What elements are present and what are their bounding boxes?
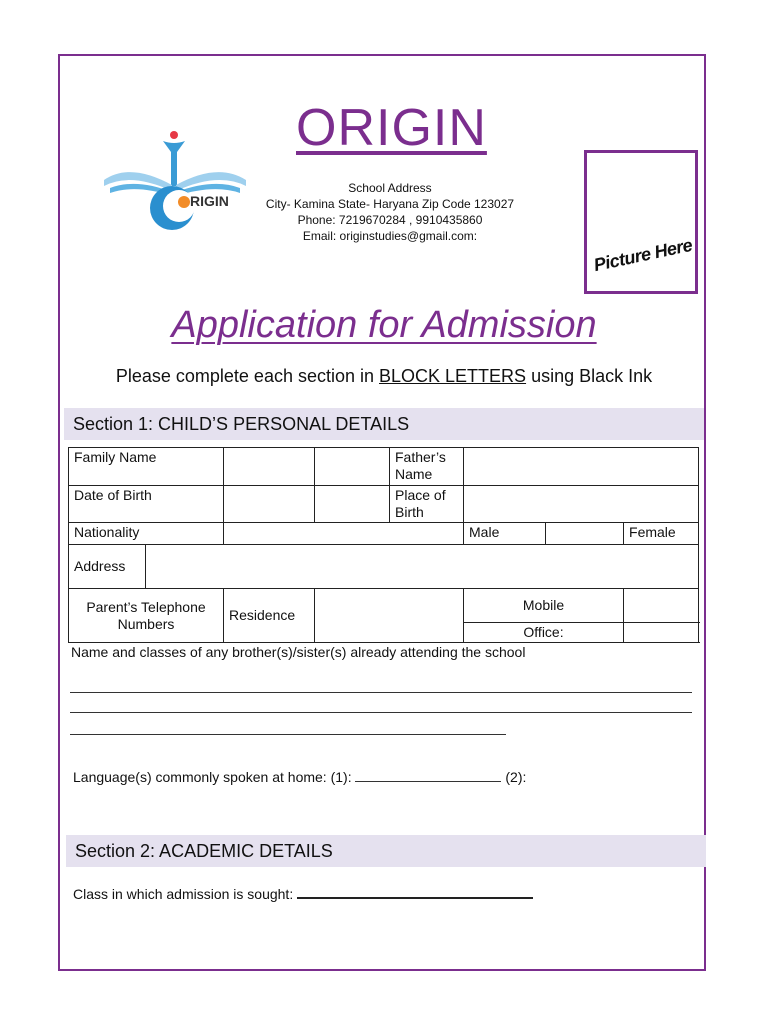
male-label: Male [464,523,546,545]
dob-field-1[interactable] [224,486,315,523]
class-field[interactable] [297,897,533,899]
photo-label: Picture Here [591,234,694,276]
address-line-1: School Address [348,181,432,195]
class-question-label: Class in which admission is sought: [73,886,294,902]
dob-field-2[interactable] [315,486,390,523]
family-name-field-1[interactable] [224,448,315,486]
residence-label: Residence [224,589,315,643]
office-label: Office: [464,623,624,643]
address-label: Address [69,545,146,589]
mobile-label: Mobile [464,589,624,623]
family-name-label: Family Name [69,448,224,486]
office-field[interactable] [624,623,699,643]
address-line-2: City- Kamina State- Haryana Zip Code 123027 [265,197,515,211]
school-logo [100,128,250,238]
nationality-field[interactable] [224,523,464,545]
school-name: ORIGIN [296,99,487,157]
dob-label: Date of Birth [69,486,224,523]
section-1-header: Section 1: CHILD’S PERSONAL DETAILS [64,408,704,440]
nationality-label: Nationality [69,523,224,545]
phone-line: Phone: 7219670284 , 9910435860 [297,213,483,227]
photo-box[interactable] [584,150,698,294]
residence-field[interactable] [315,589,464,643]
section-2-header: Section 2: ACADEMIC DETAILS [66,835,706,867]
instruction-start: Please complete each section in [115,366,380,386]
siblings-answer-line-3[interactable] [70,734,506,735]
family-name-field-2[interactable] [315,448,390,486]
instruction [0,366,768,387]
email-line: Email: originstudies@gmail.com: [302,229,478,243]
instruction-end: using Black Ink [526,366,653,386]
place-of-birth-label: Place of Birth [390,486,464,523]
personal-details-table [68,447,699,643]
female-label: Female [624,523,699,545]
form-title: Application for Admission [171,304,597,346]
instruction-emphasis: BLOCK LETTERS [379,366,527,386]
parent-phone-label: Parent’s Telephone Numbers [69,589,224,643]
class-question [73,886,533,902]
school-address [250,180,530,244]
language-1-field[interactable] [355,781,501,782]
siblings-question: Name and classes of any brother(s)/sister(s) already attending the school [71,644,526,660]
address-field[interactable] [146,545,699,589]
language-2-label: (2): [505,769,527,785]
language-question [73,769,526,785]
language-label: Language(s) commonly spoken at home: (1): [73,769,352,785]
mobile-field[interactable] [624,589,699,623]
fathers-name-field[interactable] [464,448,699,486]
fathers-name-label: Father’s Name [390,448,464,486]
siblings-answer-line-2[interactable] [70,712,692,713]
siblings-answer-line-1[interactable] [70,692,692,693]
male-checkbox[interactable] [546,523,624,545]
logo-wordmark: RIGIN [190,193,229,209]
place-of-birth-field[interactable] [464,486,699,523]
